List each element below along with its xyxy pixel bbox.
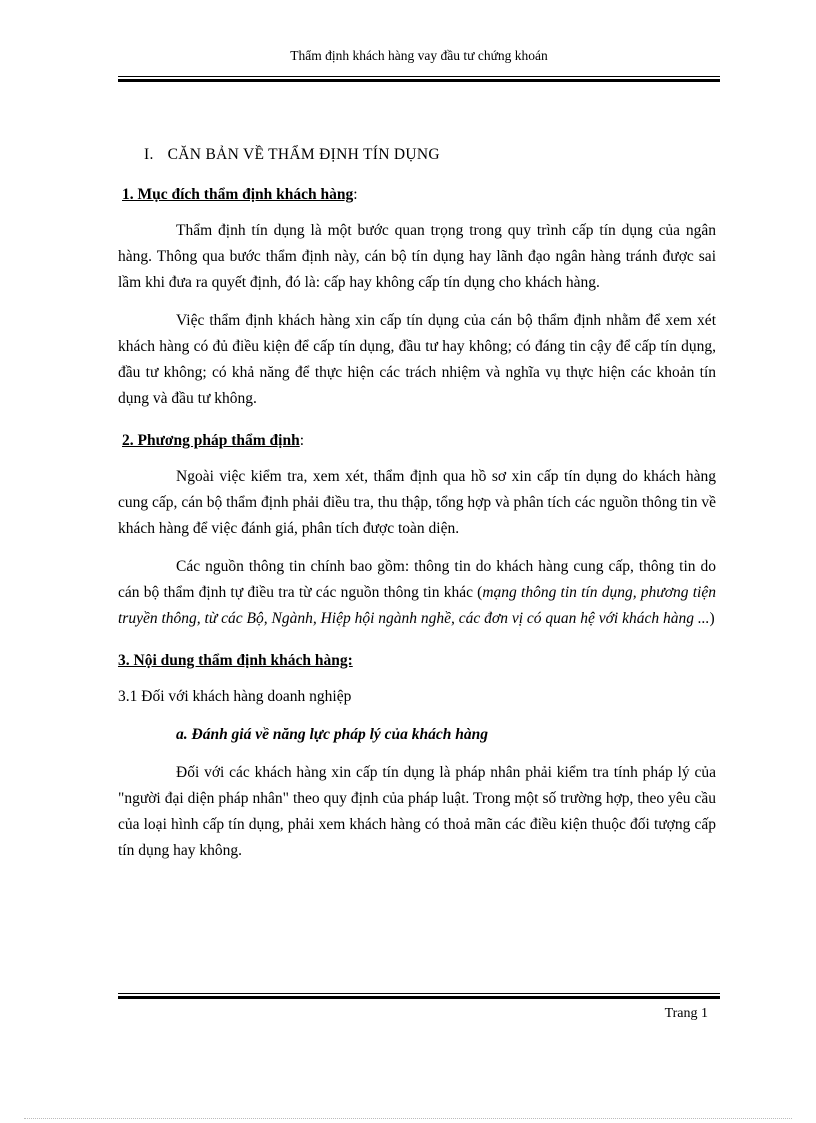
paragraph-2: Việc thẩm định khách hàng xin cấp tín dụng của cán bộ thẩm định nhằm để xem xét khách hàng có đủ điều kiện để cấp tín dụng, đầu tư hay không; có đáng tin cậy để cấp tín dụng, đầu tư không; có khả năng để thực hiện các trách nhiệm và nghĩa vụ thực hiện các khoản tín dụng và đầu tư không. xyxy=(118,312,716,407)
section-roman-numeral: I. xyxy=(144,146,154,163)
subheading-a: a. Đánh giá về năng lực pháp lý của khách hàng xyxy=(176,726,489,743)
heading-method-colon: : xyxy=(299,432,305,449)
paragraph-5: Đối với các khách hàng xin cấp tín dụng là pháp nhân phải kiểm tra tính pháp lý của "người đại diện pháp nhân" theo quy định của pháp luật. Trong một số trường hợp, theo yêu cầu của loại hình cấp tín dụng, phải xem khách hàng có thoả mãn các điều kiện thuộc đối tượng cấp tín dụng hay không. xyxy=(118,764,716,859)
document-body xyxy=(118,142,716,876)
heading-content-text: 3. Nội dung thẩm định khách hàng: xyxy=(118,652,353,669)
paragraph-4 xyxy=(118,554,716,632)
subheading-3-1: 3.1 Đối với khách hàng doanh nghiệp xyxy=(118,688,352,705)
paragraph-1: Thẩm định tín dụng là một bước quan trọng trong quy trình cấp tín dụng của ngân hàng. Thông qua bước thẩm định này, cán bộ tín dụng hay lãnh đạo ngân hàng tránh được sai lầm khi đưa ra quyết định, đó là: cấp hay không cấp tín dụng cho khách hàng. xyxy=(118,222,716,291)
footer-rule xyxy=(118,993,720,999)
heading-purpose-text: 1. Mục đích thẩm định khách hàng xyxy=(122,186,354,203)
paragraph-3: Ngoài việc kiểm tra, xem xét, thẩm định qua hồ sơ xin cấp tín dụng do khách hàng cung cấp, cán bộ thẩm định phải điều tra, thu thập, tổng hợp và phân tích các nguồn thông tin về khách hàng để việc đánh giá, phân tích được toàn diện. xyxy=(118,468,716,537)
paragraph-4-close: ) xyxy=(709,610,715,627)
heading-method xyxy=(122,428,716,454)
heading-purpose xyxy=(122,182,716,208)
page-header-title: Thẩm định khách hàng vay đầu tư chứng khoán xyxy=(290,48,548,63)
section-title-text: CĂN BẢN VỀ THẨM ĐỊNH TÍN DỤNG xyxy=(167,146,440,163)
heading-purpose-colon: : xyxy=(353,186,358,203)
heading-method-text: 2. Phương pháp thẩm định xyxy=(122,432,300,449)
paragraph-4-italic: mạng thông tin tín dụng, phương tiện truyền thông, từ các Bộ, Ngành, Hiệp hội ngành nghề, các đơn vị có quan hệ với khách hàng ... xyxy=(118,584,716,627)
paragraph-4-text: Các nguồn thông tin chính bao gồm: thông tin do khách hàng cung cấp, thông tin do cán bộ thẩm định tự điều tra từ các nguồn thông tin khác ( xyxy=(118,558,716,601)
page-bottom-border xyxy=(24,1118,792,1119)
section-title xyxy=(144,142,716,168)
header-rule xyxy=(118,76,720,82)
heading-content xyxy=(118,648,716,674)
page-number: Trang 1 xyxy=(664,1006,708,1021)
